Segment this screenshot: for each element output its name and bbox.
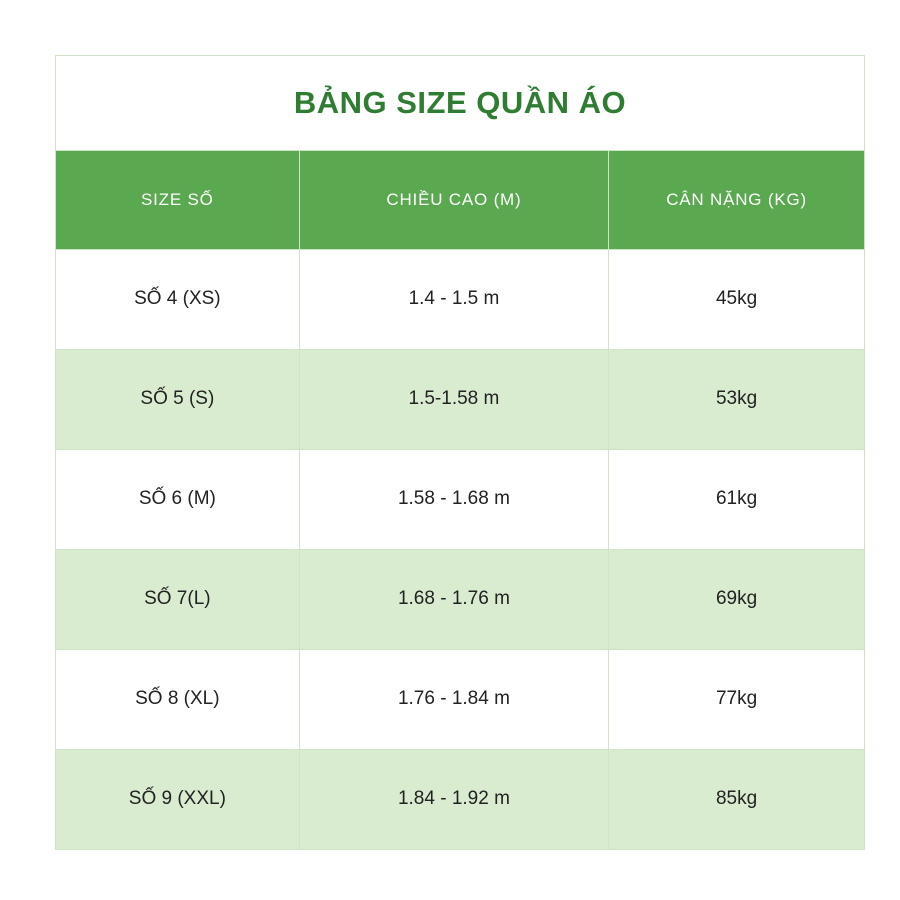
cell-size: SỐ 8 (XL) xyxy=(56,649,299,749)
table-body xyxy=(56,249,864,849)
table-row xyxy=(56,549,864,649)
column-header-weight: CÂN NẶNG (KG) xyxy=(609,151,864,249)
cell-height: 1.5-1.58 m xyxy=(299,349,608,449)
cell-weight: 61kg xyxy=(609,449,864,549)
cell-size: SỐ 6 (M) xyxy=(56,449,299,549)
cell-height: 1.4 - 1.5 m xyxy=(299,249,608,349)
column-header-size: SIZE SỐ xyxy=(56,151,299,249)
size-chart xyxy=(55,55,865,850)
page-title: BẢNG SIZE QUẦN ÁO xyxy=(293,85,627,120)
cell-size: SỐ 9 (XXL) xyxy=(56,749,299,849)
column-header-height: CHIỀU CAO (M) xyxy=(299,151,608,249)
table-row xyxy=(56,749,864,849)
table-row xyxy=(56,649,864,749)
cell-weight: 45kg xyxy=(609,249,864,349)
cell-height: 1.68 - 1.76 m xyxy=(299,549,608,649)
table-header-row xyxy=(56,151,864,249)
cell-height: 1.76 - 1.84 m xyxy=(299,649,608,749)
cell-height: 1.84 - 1.92 m xyxy=(299,749,608,849)
cell-size: SỐ 5 (S) xyxy=(56,349,299,449)
size-table xyxy=(56,151,864,849)
chart-title-row xyxy=(56,56,864,151)
cell-weight: 85kg xyxy=(609,749,864,849)
cell-height: 1.58 - 1.68 m xyxy=(299,449,608,549)
cell-weight: 53kg xyxy=(609,349,864,449)
table-row xyxy=(56,249,864,349)
cell-size: SỐ 4 (XS) xyxy=(56,249,299,349)
cell-weight: 69kg xyxy=(609,549,864,649)
cell-weight: 77kg xyxy=(609,649,864,749)
table-row xyxy=(56,449,864,549)
cell-size: SỐ 7(L) xyxy=(56,549,299,649)
table-row xyxy=(56,349,864,449)
table-header xyxy=(56,151,864,249)
